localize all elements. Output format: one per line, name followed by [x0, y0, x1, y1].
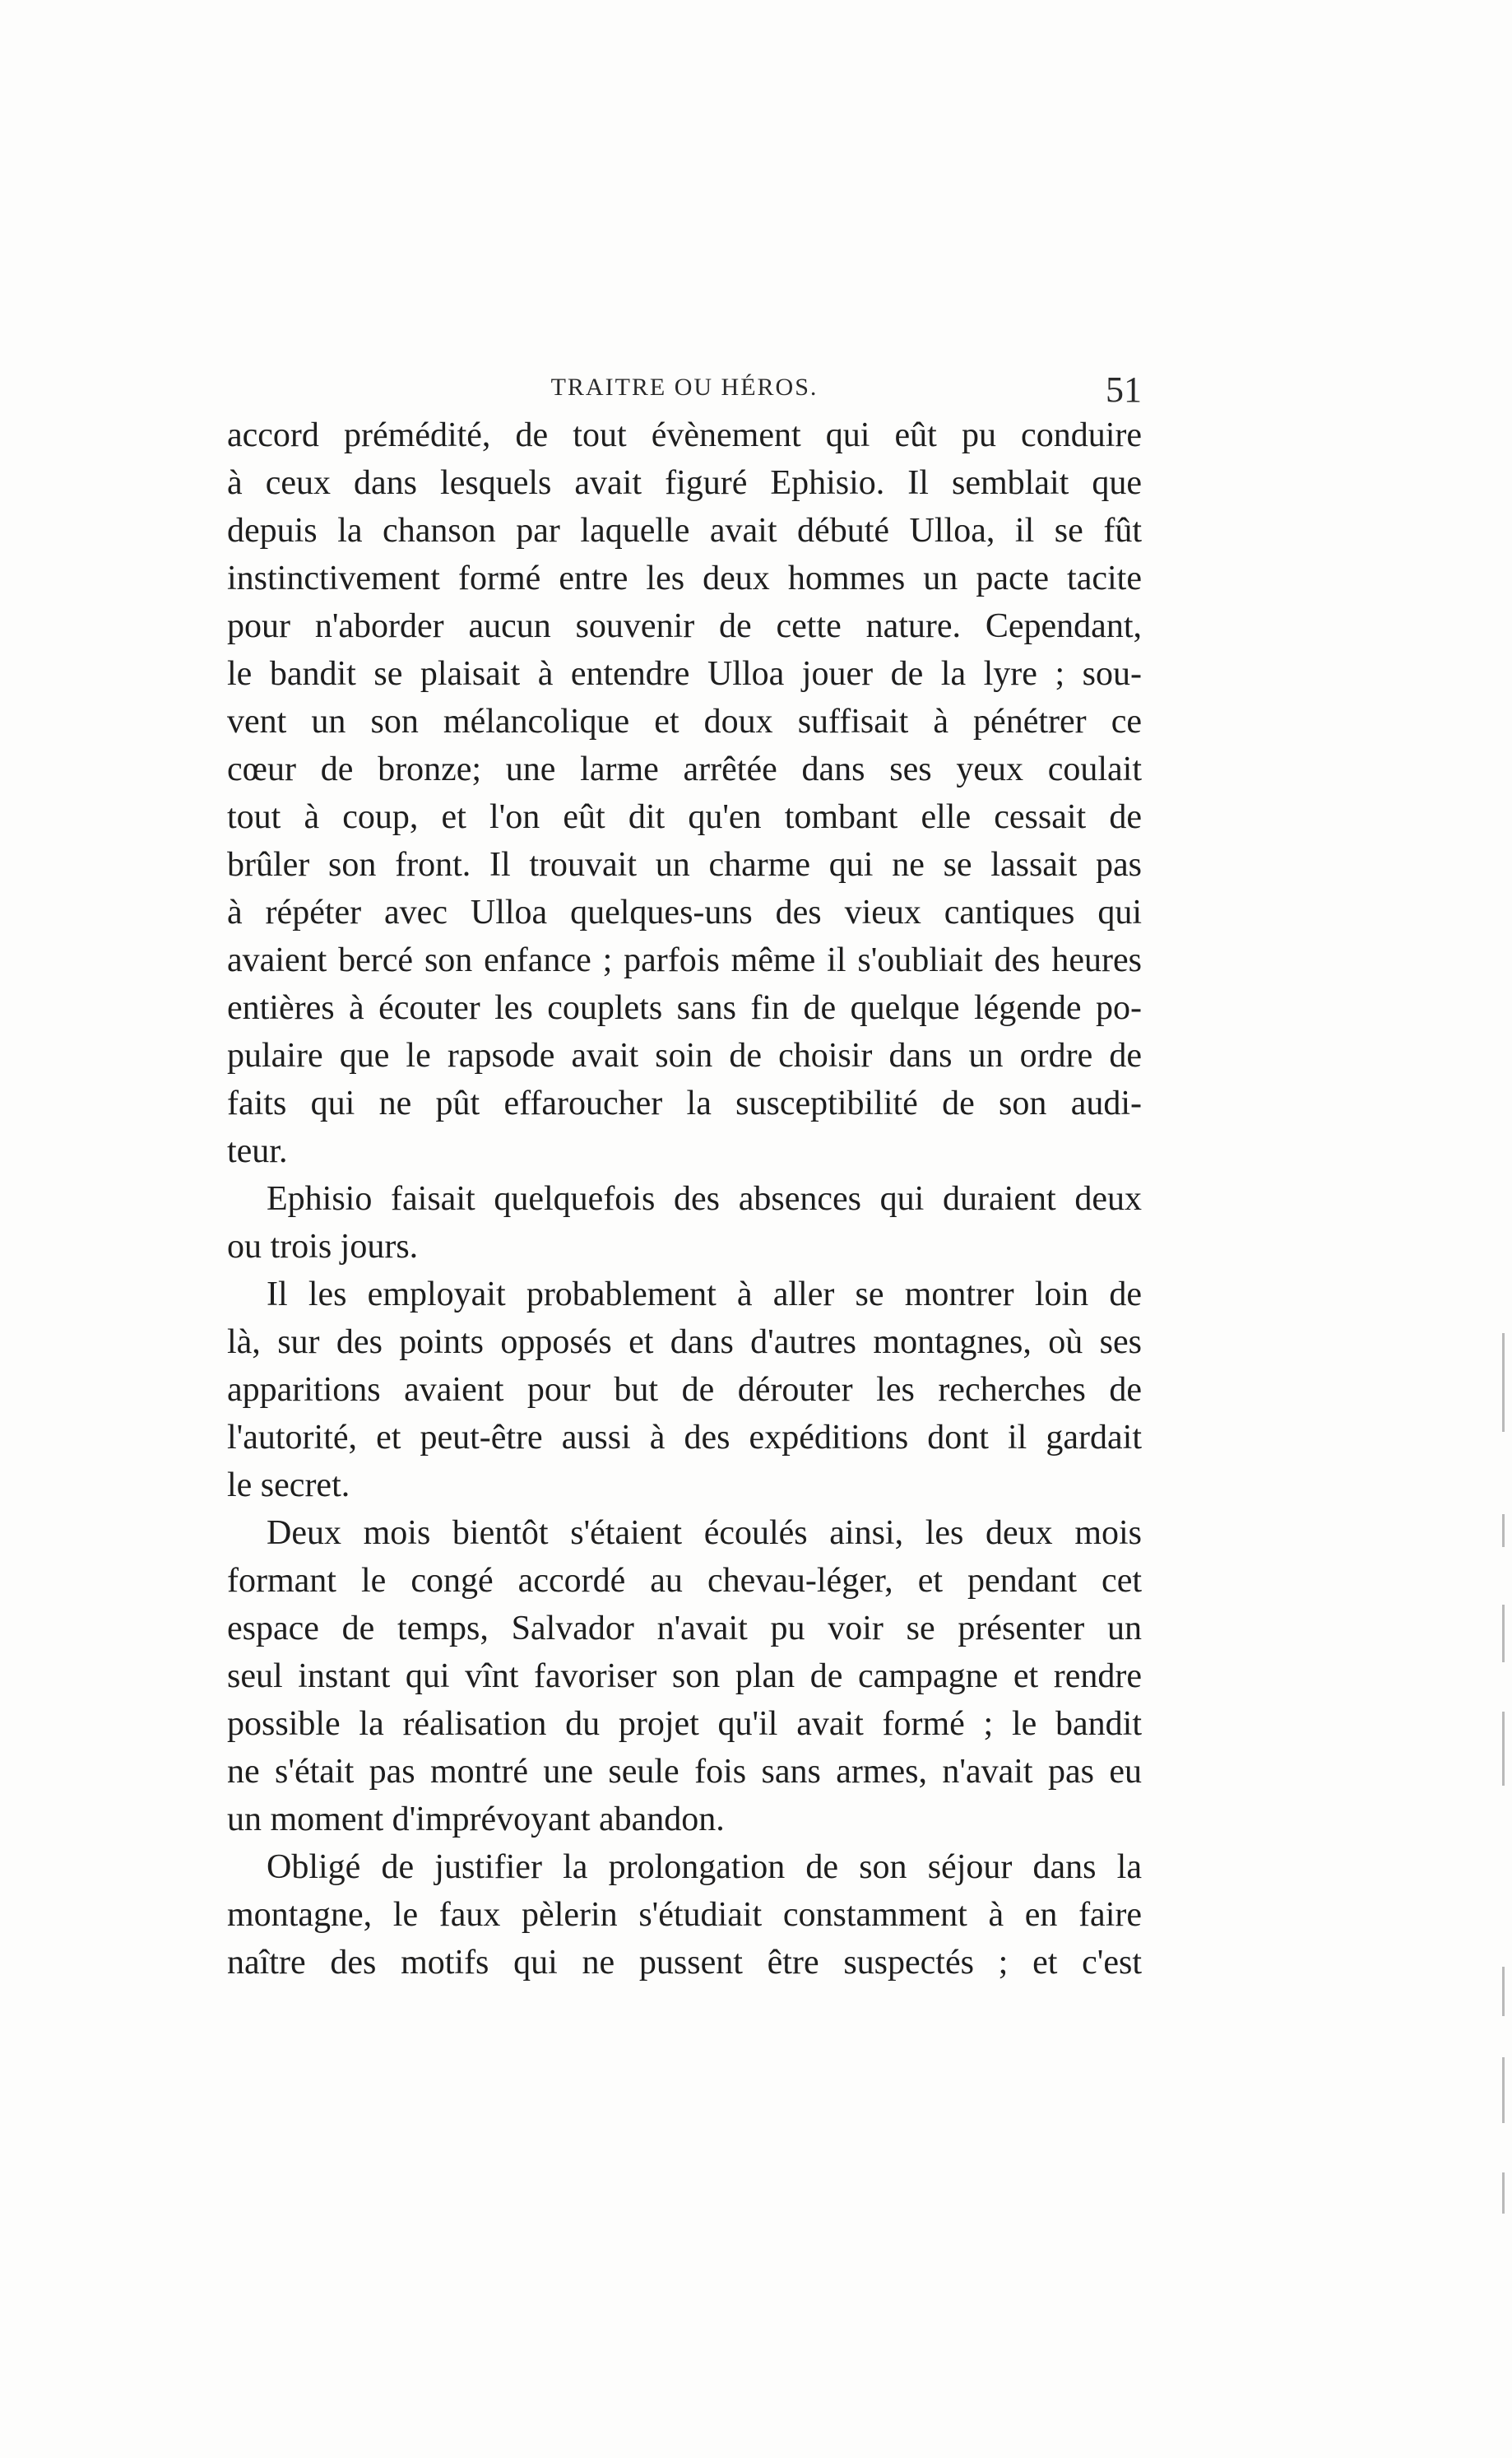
paragraph-3 — [227, 1271, 1142, 1509]
text-line: seul instant qui vînt favoriser son plan de campagne et rendre — [227, 1657, 1142, 1695]
text-line: entières à écouter les couplets sans fin de quelque légende po- — [227, 989, 1142, 1027]
text-line: possible la réalisation du projet qu'il avait formé ; le bandit — [227, 1705, 1142, 1743]
text-line: tout à coup, et l'on eût dit qu'en tombant elle cessait de — [227, 798, 1142, 836]
text-line: depuis la chanson par laquelle avait débuté Ulloa, il se fût — [227, 512, 1142, 550]
text-line: Obligé de justifier la prolongation de son séjour dans la — [267, 1848, 1142, 1886]
text-line: pulaire que le rapsode avait soin de choisir dans un ordre de — [227, 1037, 1142, 1075]
text-line: teur. — [227, 1132, 288, 1170]
text-line: un moment d'imprévoyant abandon. — [227, 1801, 725, 1838]
text-line: faits qui ne pût effaroucher la susceptibilité de son audi- — [227, 1085, 1142, 1122]
paragraph-1 — [227, 411, 1142, 1175]
text-line: apparitions avaient pour but de dérouter les recherches de — [227, 1371, 1142, 1409]
paragraph-2 — [227, 1175, 1142, 1271]
text-line: avaient bercé son enfance ; parfois même il s'oubliait des heures — [227, 941, 1142, 979]
text-line: instinctivement formé entre les deux hommes un pacte tacite — [227, 560, 1142, 597]
text-line: espace de temps, Salvador n'avait pu voir se présenter un — [227, 1610, 1142, 1647]
text-line: Deux mois bientôt s'étaient écoulés ainsi, les deux mois — [267, 1514, 1142, 1552]
text-line: l'autorité, et peut-être aussi à des expéditions dont il gardait — [227, 1419, 1142, 1457]
body-text — [227, 411, 1142, 1986]
running-title: TRAITRE OU HÉROS. — [550, 374, 819, 401]
text-line: formant le congé accordé au chevau-léger, et pendant cet — [227, 1562, 1142, 1600]
text-line: Il les employait probablement à aller se montrer loin de — [267, 1275, 1142, 1313]
text-line: pour n'aborder aucun souvenir de cette nature. Cependant, — [227, 607, 1142, 645]
text-line: cœur de bronze; une larme arrêtée dans ses yeux coulait — [227, 750, 1142, 788]
running-head — [227, 369, 1142, 410]
text-line: accord prémédité, de tout évènement qui eût pu conduire — [227, 416, 1142, 454]
scan-artifact — [1502, 1514, 1505, 1547]
scan-artifact — [1502, 1712, 1505, 1786]
text-line: le secret. — [227, 1466, 350, 1504]
page-number: 51 — [1106, 369, 1142, 410]
text-line: vent un son mélancolique et doux suffisait à pénétrer ce — [227, 703, 1142, 741]
scan-artifact — [1502, 1605, 1505, 1662]
text-line: naître des motifs qui ne pussent être suspectés ; et c'est — [227, 1944, 1142, 1982]
text-line: à ceux dans lesquels avait figuré Ephisio. Il semblait que — [227, 464, 1142, 502]
paragraph-5 — [227, 1843, 1142, 1986]
text-line: à répéter avec Ulloa quelques-uns des vieux cantiques qui — [227, 894, 1142, 932]
text-line: montagne, le faux pèlerin s'étudiait constamment à en faire — [227, 1896, 1142, 1934]
text-line: Ephisio faisait quelquefois des absences qui duraient deux — [267, 1180, 1142, 1218]
paragraph-4 — [227, 1509, 1142, 1843]
text-line: là, sur des points opposés et dans d'autres montagnes, où ses — [227, 1323, 1142, 1361]
scan-artifact — [1502, 2172, 1505, 2214]
scan-artifact — [1502, 2057, 1505, 2123]
text-line: brûler son front. Il trouvait un charme qui ne se lassait pas — [227, 846, 1142, 884]
text-line: ou trois jours. — [227, 1228, 419, 1266]
scan-artifact — [1502, 1333, 1505, 1432]
text-line: ne s'était pas montré une seule fois sans armes, n'avait pas eu — [227, 1753, 1142, 1791]
text-line: le bandit se plaisait à entendre Ulloa jouer de la lyre ; sou- — [227, 655, 1142, 693]
scan-artifact — [1502, 1967, 1505, 2016]
